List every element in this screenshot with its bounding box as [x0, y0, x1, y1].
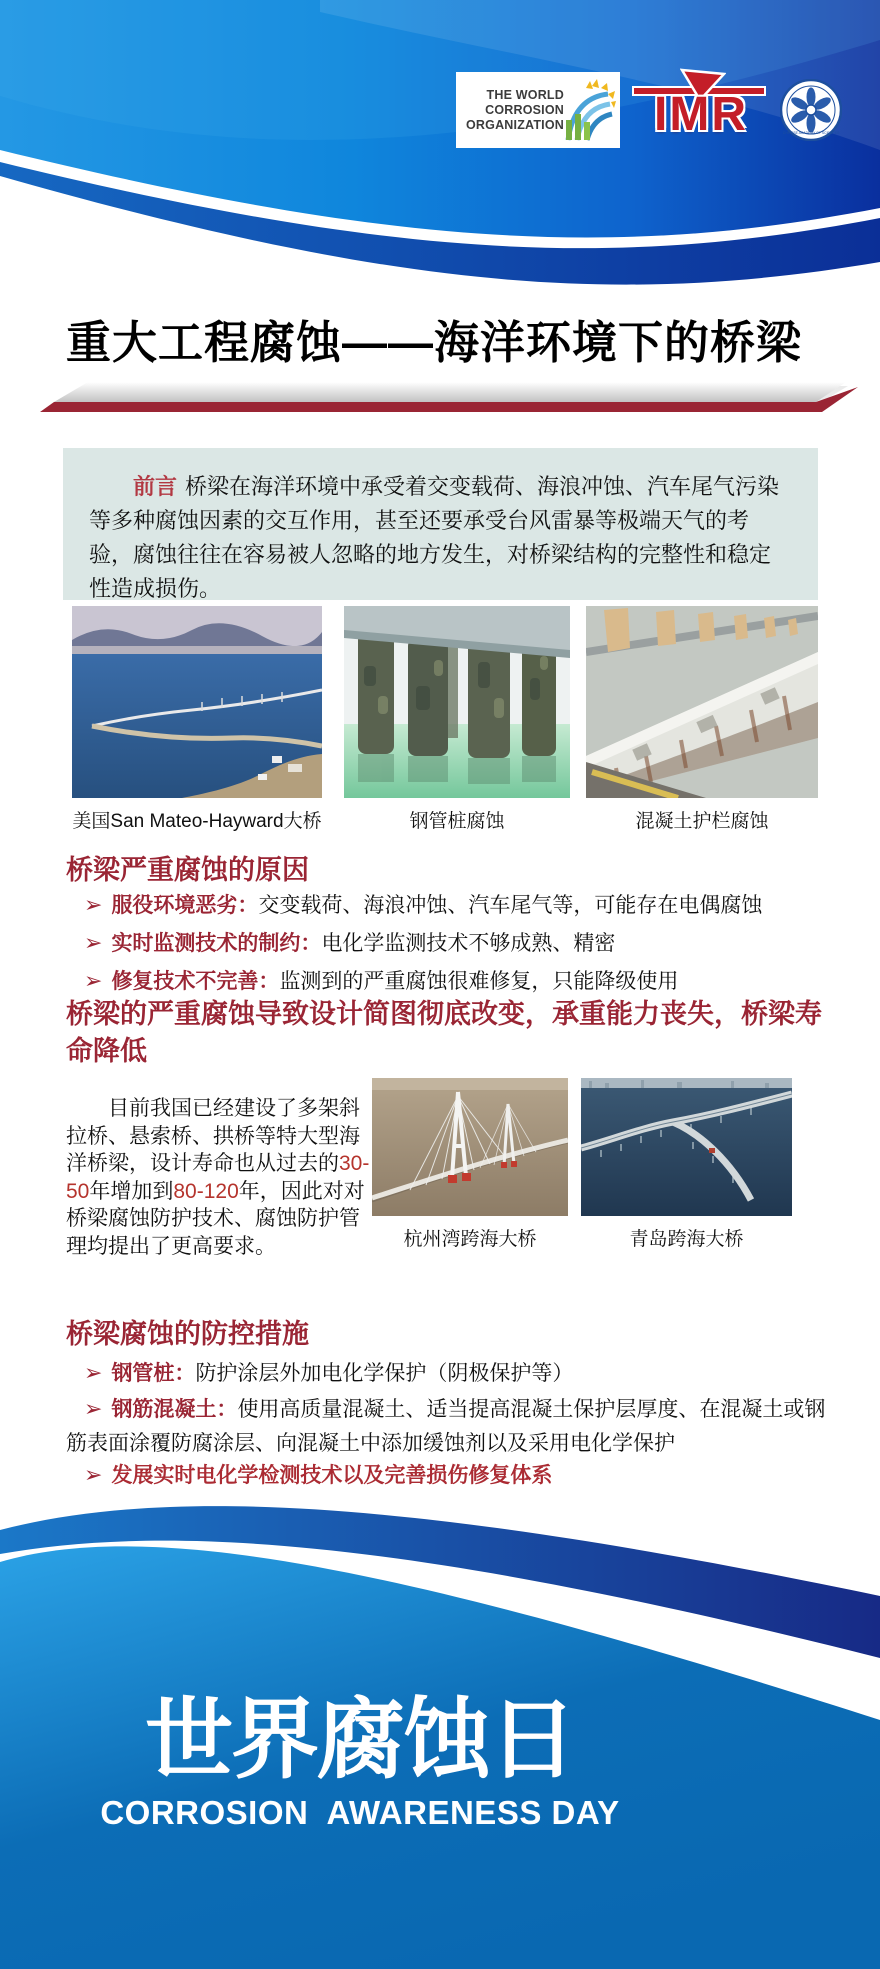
bullet-lead: 修复技术不完善：: [111, 970, 280, 993]
steel-pile-corrosion-photo-illustration: [344, 606, 570, 798]
bullet-text: 电化学监测技术不够成熟、精密: [321, 932, 616, 955]
preface-label: 前言: [133, 474, 178, 499]
logo-row: [456, 70, 842, 150]
para-seg: 目前我国已经建设了多架斜拉桥、悬索桥、拱桥等特大型海洋桥梁，设计寿命也从过去的: [66, 1097, 360, 1175]
arrow-bullet-icon: ➢: [84, 968, 103, 993]
para-seg: 年增加到: [89, 1179, 174, 1203]
bullet-text: 使用高质量混凝土、适当提高混凝土保护层厚度、在混凝土或钢筋表面涂覆防腐涂层、向混凝土中添加缓蚀剂以及采用电化学保护: [66, 1398, 826, 1455]
preface-box: [63, 448, 818, 600]
corrosion-day-title-cn: 世界腐蚀日: [144, 1690, 575, 1789]
consequence-heading: 桥梁的严重腐蚀导致设计简图彻底改变，承重能力丧失，桥梁寿命降低: [66, 999, 822, 1066]
cause-bullet-3: [66, 964, 826, 999]
photo-caption: 杭州湾跨海大桥: [403, 1229, 537, 1250]
cause-bullet-1: [66, 888, 826, 923]
bullet-lead: 实时监测技术的制约：: [111, 932, 322, 955]
cause-bullet-2: [66, 926, 826, 961]
photo-san-mateo-bridge: [72, 606, 322, 833]
wco-logo: [456, 72, 620, 148]
photo-qingdao-bay-bridge: [581, 1078, 792, 1251]
wco-globe-icon: [564, 78, 616, 142]
header-background-swoosh: [0, 0, 880, 300]
para-seg-red: 30-50: [66, 1152, 370, 1203]
measures-heading: 桥梁腐蚀的防控措施: [66, 1319, 309, 1349]
para-seg: 年，因此对对桥梁腐蚀防护技术、腐蚀防护管理均提出了更高要求。: [66, 1179, 365, 1258]
qingdao-bay-bridge-photo-illustration: [581, 1078, 792, 1216]
arrow-bullet-icon: ➢: [84, 1396, 103, 1421]
page-title: 重大工程腐蚀——海洋环境下的桥梁: [66, 317, 803, 368]
arrow-bullet-icon: ➢: [84, 1360, 103, 1385]
consequence-paragraph: [66, 1095, 372, 1260]
corrosion-day-title-en: CORROSION AWARENESS DAY: [100, 1794, 620, 1831]
bullet-lead: 服役环境恶劣：: [111, 894, 259, 917]
para-seg-red: 80-120: [173, 1179, 239, 1203]
photo-steel-pipe-piles: [344, 606, 570, 833]
cas-logo: [780, 79, 842, 141]
wco-line3: ORGANIZATION: [466, 117, 564, 132]
bullet-lead: 钢管桩：: [111, 1362, 196, 1385]
bullet-lead: 钢筋混凝土：: [111, 1398, 238, 1421]
imr-logo-text: IMR: [654, 88, 748, 141]
preface-text: 桥梁在海洋环境中承受着交变载荷、海浪冲蚀、汽车尾气污染等多种腐蚀因素的交互作用，甚至还要承受台风雷暴等极端天气的考验，腐蚀往往在容易被人忽略的地方发生，对桥梁结构的完整性和稳定性造成损伤。: [89, 474, 780, 601]
footer-title-block: [60, 1690, 660, 1832]
arrow-bullet-icon: ➢: [84, 1462, 103, 1487]
photo-concrete-guardrail: [586, 606, 818, 833]
measure-bullet-2: [66, 1392, 826, 1461]
cas-ring-caption: CHINESE ACADEMY OF SCIENCES: [782, 131, 840, 135]
photo-caption: 美国San Mateo-Hayward大桥: [72, 811, 322, 832]
bullet-text: 发展实时电化学检测技术以及完善损伤修复体系: [111, 1464, 553, 1487]
photo-caption: 钢管桩腐蚀: [409, 811, 505, 832]
wco-logo-text: [466, 88, 564, 133]
measure-bullet-1: [66, 1356, 826, 1391]
wco-line2: CORROSION: [485, 102, 564, 117]
arrow-bullet-icon: ➢: [84, 892, 103, 917]
bullet-text: 防护涂层外加电化学保护（阴极保护等）: [195, 1362, 574, 1385]
arrow-bullet-icon: ➢: [84, 930, 103, 955]
bullet-text: 监测到的严重腐蚀很难修复，只能降级使用: [279, 970, 679, 993]
hangzhou-bay-bridge-photo-illustration: [372, 1078, 568, 1216]
wco-line1: THE WORLD: [486, 87, 564, 102]
causes-heading: 桥梁严重腐蚀的原因: [66, 855, 309, 885]
photo-caption: 混凝土护栏腐蚀: [635, 811, 769, 832]
photo-caption: 青岛跨海大桥: [629, 1229, 744, 1250]
title-underline-ribbon: [28, 380, 860, 418]
bullet-text: 交变载荷、海浪冲蚀、汽车尾气等，可能存在电偶腐蚀: [258, 894, 763, 917]
imr-logo: [632, 72, 770, 148]
san-mateo-bridge-photo-illustration: [72, 606, 322, 798]
photo-hangzhou-bay-bridge: [372, 1078, 568, 1251]
preface-paragraph: [89, 470, 792, 606]
guardrail-corrosion-photo-illustration: [586, 606, 818, 798]
